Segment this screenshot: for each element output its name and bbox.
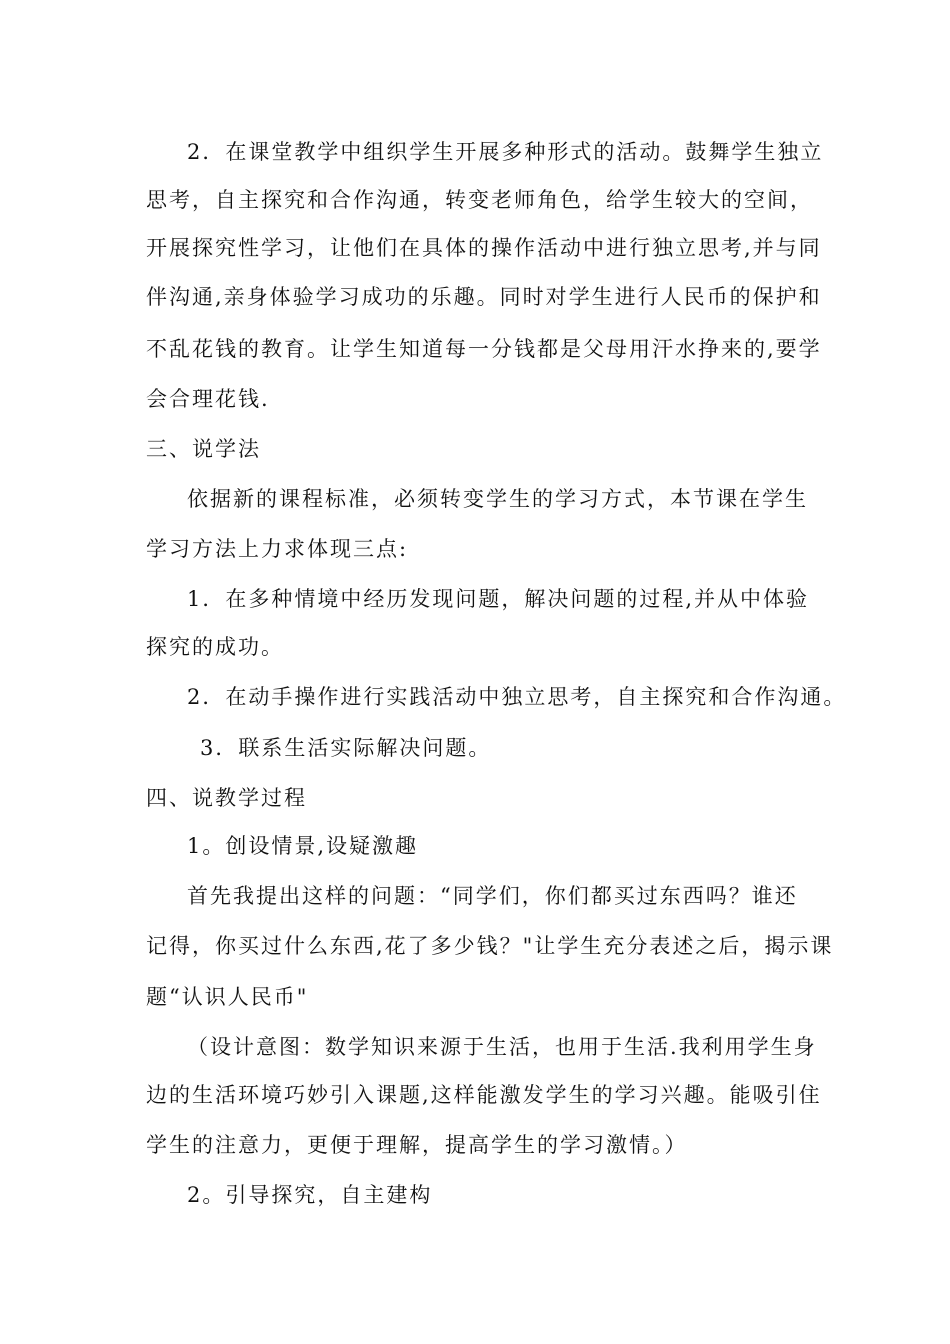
list-item-line: 2．在动手操作进行实践活动中独立思考，自主探究和合作沟通。 bbox=[187, 685, 847, 709]
paragraph-line: 开展探究性学习，让他们在具体的操作活动中进行独立思考,并与同 bbox=[146, 236, 822, 260]
paragraph-line: （设计意图：数学知识来源于生活，也用于生活.我利用学生身 bbox=[187, 1035, 817, 1059]
paragraph-line: 学习方法上力求体现三点: bbox=[146, 537, 409, 561]
subsection-heading: 2。引导探究，自主建构 bbox=[187, 1183, 433, 1207]
paragraph-line: 2．在课堂教学中组织学生开展多种形式的活动。鼓舞学生独立 bbox=[187, 140, 824, 164]
paragraph-line: 不乱花钱的教育。让学生知道每一分钱都是父母用汗水挣来的,要学 bbox=[146, 337, 822, 361]
paragraph-line: 记得，你买过什么东西,花了多少钱？"让学生充分表述之后，揭示课 bbox=[146, 934, 834, 958]
paragraph-line: 思考，自主探究和合作沟通，转变老师角色，给学生较大的空间， bbox=[146, 188, 813, 212]
list-item-line: 1．在多种情境中经历发现问题，解决问题的过程,并从中体验 bbox=[187, 587, 810, 611]
paragraph-line: 伴沟通,亲身体验学习成功的乐趣。同时对学生进行人民币的保护和 bbox=[146, 285, 822, 309]
list-item-line: 探究的成功。 bbox=[146, 635, 284, 659]
list-item-line: 3．联系生活实际解决问题。 bbox=[200, 736, 492, 760]
subsection-heading: 1。创设情景,设疑激趣 bbox=[187, 834, 419, 858]
section-heading: 三、说学法 bbox=[146, 437, 261, 461]
paragraph-line: 题“认识人民币" bbox=[146, 985, 309, 1009]
paragraph-line: 边的生活环境巧妙引入课题,这样能激发学生的学习兴趣。能吸引住 bbox=[146, 1083, 822, 1107]
section-heading: 四、说教学过程 bbox=[146, 786, 307, 810]
paragraph-line: 首先我提出这样的问题：“同学们，你们都买过东西吗？谁还 bbox=[187, 884, 798, 908]
paragraph-line: 依据新的课程标准，必须转变学生的学习方式，本节课在学生 bbox=[187, 487, 808, 511]
paragraph-line: 会合理花钱. bbox=[146, 387, 270, 411]
paragraph-line: 学生的注意力，更便于理解，提高学生的学习激情。） bbox=[146, 1133, 688, 1157]
